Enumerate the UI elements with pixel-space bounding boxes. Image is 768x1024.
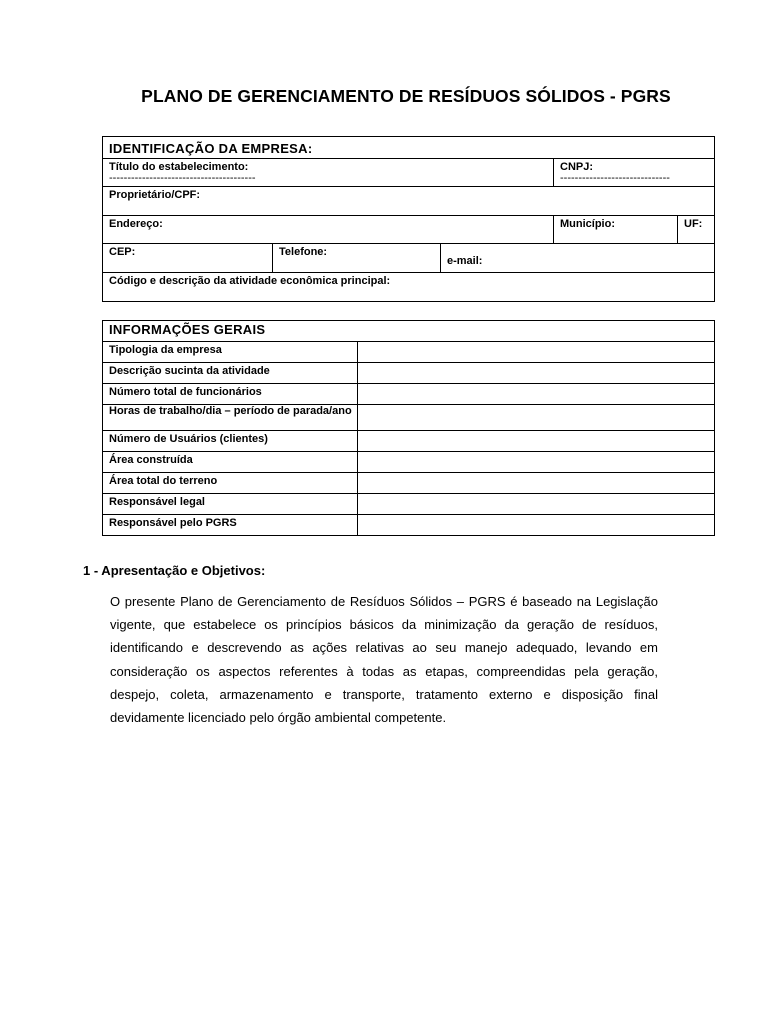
info-row-label: Área construída [103,452,358,473]
info-row-label: Área total do terreno [103,473,358,494]
general-info-table [102,320,715,536]
cep-cell[interactable] [103,244,273,273]
info-row-value[interactable] [358,452,715,473]
general-info-header: INFORMAÇÕES GERAIS [103,321,715,342]
activity-cell[interactable] [103,273,715,302]
cep-label: CEP: [109,246,136,258]
establishment-title-cell[interactable] [103,159,554,187]
info-row-label: Responsável pelo PGRS [103,515,358,536]
establishment-title-value: ---------------------------------------- [109,172,256,184]
section-title: 1 - Apresentação e Objetivos: [83,563,266,578]
state-cell[interactable] [678,216,715,244]
city-label: Município: [560,218,615,230]
city-cell[interactable] [554,216,678,244]
info-row-value[interactable] [358,494,715,515]
identification-header: IDENTIFICAÇÃO DA EMPRESA: [103,137,715,159]
info-row-value[interactable] [358,515,715,536]
info-row-value[interactable] [358,405,715,431]
cnpj-value: ------------------------------ [560,172,670,184]
activity-label: Código e descrição da atividade econômica principal: [109,275,391,287]
email-cell[interactable] [441,244,715,273]
owner-label: Proprietário/CPF: [109,189,201,201]
phone-label: Telefone: [279,246,328,258]
owner-cell[interactable] [103,187,715,216]
info-row-value[interactable] [358,431,715,452]
section-paragraph: O presente Plano de Gerenciamento de Resíduos Sólidos – PGRS é baseado na Legislação vigente, que estabelece os princípios básicos da minimização da geração de resíduos, identificando e descrevendo as ações relativas ao seu manejo adequado, levando em consideração os aspectos referentes à todas as etapas, compreendidas pela geração, despejo, coleta, armazenamento e transporte, tratamento externo e disposição final devidamente licenciado pelo órgão ambiental competente. [110,594,658,726]
identification-table [102,136,715,302]
address-label: Endereço: [109,218,163,230]
email-label: e-mail: [447,255,483,267]
info-row-value[interactable] [358,384,715,405]
cnpj-label: CNPJ: [560,161,594,173]
info-row-label: Descrição sucinta da atividade [103,363,358,384]
info-row-value[interactable] [358,342,715,363]
info-row-label: Número total de funcionários [103,384,358,405]
cnpj-cell[interactable] [554,159,715,187]
info-row-value[interactable] [358,363,715,384]
info-row-label: Horas de trabalho/dia – período de parada/ano [103,405,358,431]
phone-cell[interactable] [273,244,441,273]
info-row-label: Tipologia da empresa [103,342,358,363]
address-cell[interactable] [103,216,554,244]
document-title: PLANO DE GERENCIAMENTO DE RESÍDUOS SÓLIDOS - PGRS [141,86,671,106]
info-row-label: Número de Usuários (clientes) [103,431,358,452]
establishment-title-label: Título do estabelecimento: [109,161,249,173]
info-row-value[interactable] [358,473,715,494]
state-label: UF: [684,218,703,230]
info-row-label: Responsável legal [103,494,358,515]
